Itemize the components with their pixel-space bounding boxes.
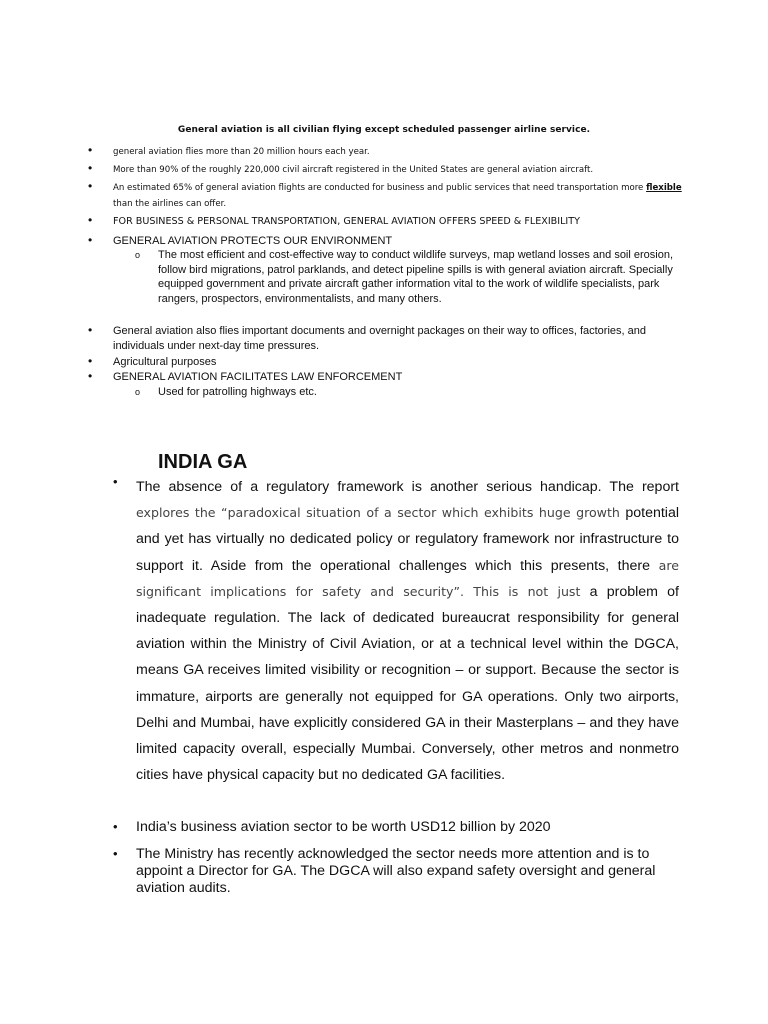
sub-list-item-text: The most efficient and cost-effective way to conduct wildlife surveys, map wetland losses and soil erosion, follow bird migrations, patrol parklands, and detect pipeline spills is with general aviation aircraft. Specially equipped government and private aircraft gather information vital to the work of wildlife specialists, park rangers, prospectors, environmentalists, and many others. xyxy=(158,249,674,305)
bullet-glyph: • xyxy=(88,354,93,368)
text-run: a problem of inadequate regulation. The lack of dedicated bureaucrat responsibility for general aviation within the Ministry of Civil Aviation, or at a technical level within the DGCA, means GA receives limited visibility or recognition – or support. Because the sector is immature, airports are generally not equipped for GA operations. Only two airports, Delhi and Mumbai, have explicitly considered GA in their Masterplans – and they have limited capacity overall, especially Mumbai. Conversely, other metros and nonmetro cities have physical capacity but no dedicated GA facilities. xyxy=(136,583,679,784)
list-item-text: general aviation flies more than 20 million hours each year. xyxy=(113,147,370,157)
bullet-glyph: • xyxy=(88,213,93,227)
list-item-text: FOR BUSINESS & PERSONAL TRANSPORTATION, GENERAL AVIATION OFFERS SPEED & FLEXIBILITY xyxy=(113,216,580,227)
list-item-text: Agricultural purposes xyxy=(113,356,217,368)
bullet-glyph: • xyxy=(113,474,118,489)
underlined-word: flexible xyxy=(646,183,682,193)
bullet-glyph: • xyxy=(113,819,118,834)
quoted-text-run: explores the “paradoxical situation of a sector which exhibits huge growth xyxy=(136,505,620,521)
list-item-text: The Ministry has recently acknowledged the sector needs more attention and is to appoint a Director for GA. The DGCA will also expand safety oversight and general aviation audits. xyxy=(136,846,656,896)
list-item-text: GENERAL AVIATION FACILITATES LAW ENFORCEMENT xyxy=(113,371,403,383)
sub-bullet-glyph: o xyxy=(135,250,141,260)
bullet-glyph: • xyxy=(88,369,93,383)
sub-list-item-text: Used for patrolling highways etc. xyxy=(158,386,317,398)
list-item-text: More than 90% of the roughly 220,000 civil aircraft registered in the United States are general aviation aircraft. xyxy=(113,165,594,175)
list-item-text: India’s business aviation sector to be worth USD12 billion by 2020 xyxy=(136,819,551,835)
bullet-glyph: • xyxy=(113,846,118,861)
text-run: The absence of a regulatory framework is another serious handicap. The report xyxy=(136,479,679,495)
list-item-text xyxy=(136,474,679,788)
list-item-text: General aviation also flies important documents and overnight packages on their way to offices, factories, and individuals under next-day time pressures. xyxy=(113,325,646,352)
bullet-glyph: • xyxy=(88,233,93,247)
bullet-glyph: • xyxy=(88,143,93,157)
list-item-text: GENERAL AVIATION PROTECTS OUR ENVIRONMENT xyxy=(113,235,393,247)
quoted-text-run: are significant implications for safety and security”. This is not just xyxy=(136,557,679,599)
text-run: than the airlines can offer. xyxy=(113,199,227,209)
section-title: INDIA GA xyxy=(158,451,248,473)
text-run: potential and yet has virtually no dedicated policy or regulatory framework nor infrastructure to support it. Aside from the operational challenges which this presents, there xyxy=(136,505,679,574)
list-item-text xyxy=(113,180,688,212)
bullet-glyph: • xyxy=(88,323,93,337)
bullet-glyph: • xyxy=(88,161,93,175)
document-heading: General aviation is all civilian flying except scheduled passenger airline service. xyxy=(177,125,591,135)
text-run: An estimated 65% of general aviation flights are conducted for business and public services that need transportation more xyxy=(113,183,644,193)
sub-bullet-glyph: o xyxy=(135,387,141,397)
bullet-glyph: • xyxy=(88,179,93,193)
